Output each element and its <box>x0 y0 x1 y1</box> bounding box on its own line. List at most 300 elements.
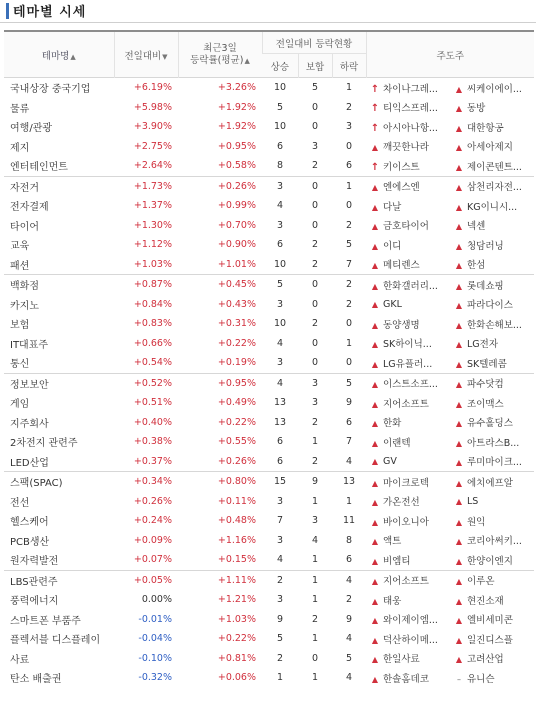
leader-stock-name[interactable]: 아트라스B... <box>467 437 520 449</box>
leader-stock-name[interactable]: 메티렌스 <box>383 260 420 272</box>
rise-count: 6 <box>276 455 284 467</box>
recent3-value: +3.26% <box>178 78 262 98</box>
leader-stock-name[interactable]: 대한항공 <box>467 122 504 134</box>
leader-stock-1[interactable] <box>366 353 450 373</box>
theme-name-link[interactable]: PCB생산 <box>10 536 50 548</box>
fall-count: 9 <box>345 613 353 625</box>
leader-stock-name[interactable]: 청담러닝 <box>467 240 504 252</box>
leader-stock-name[interactable]: 이디 <box>383 240 402 252</box>
col-rise: 상승 <box>262 54 298 78</box>
fall-count: 2 <box>345 219 353 231</box>
theme-name-link[interactable]: 전선 <box>10 497 30 509</box>
prev-change-value: -0.32% <box>138 672 172 684</box>
theme-name-link[interactable]: 2차전지 관련주 <box>10 438 78 450</box>
theme-name-link[interactable]: 엔터테인먼트 <box>10 162 68 174</box>
leader-stock-name[interactable]: LG전자 <box>467 339 499 351</box>
up-triangle-icon: ▲ <box>455 596 463 606</box>
up-triangle-icon: ▲ <box>371 380 379 390</box>
leader-stock-1[interactable] <box>366 98 450 118</box>
recent3-value: +1.16% <box>217 534 256 546</box>
leader-stock-name[interactable]: 코리아써키... <box>467 536 522 548</box>
leader-stock-name[interactable]: 루미마이크... <box>467 457 522 469</box>
rise-count: 10 <box>262 78 298 98</box>
leader-stock-name[interactable]: 액트 <box>383 536 402 548</box>
flat-count: 2 <box>311 416 319 428</box>
leader-stock-1[interactable] <box>366 472 450 492</box>
leader-stock-2[interactable] <box>450 98 534 118</box>
table-row[interactable] <box>4 629 534 649</box>
leader-stock-2[interactable] <box>450 629 534 649</box>
leader-stock-2[interactable] <box>450 668 534 688</box>
leader-stock-name[interactable]: 유니슨 <box>467 673 495 685</box>
up-triangle-icon: ▲ <box>371 419 379 429</box>
leader-stock-name[interactable]: 유수홀딩스 <box>467 418 513 430</box>
theme-name-link[interactable]: 물류 <box>10 103 30 115</box>
table-row[interactable] <box>4 314 534 334</box>
table-row[interactable] <box>4 353 534 373</box>
leader-stock-2[interactable] <box>450 472 534 492</box>
leader-stock-2[interactable] <box>450 373 534 393</box>
up-triangle-icon: ▲ <box>371 456 379 466</box>
flat-count: 1 <box>311 672 319 684</box>
up-triangle-icon: ▲ <box>371 222 379 232</box>
up-triangle-icon: ▲ <box>455 399 463 409</box>
fall-count: 5 <box>345 239 353 251</box>
rise-count: 9 <box>276 613 284 625</box>
up-triangle-icon: ▲ <box>455 340 463 350</box>
leader-stock-2[interactable] <box>450 216 534 236</box>
fall-count: 4 <box>345 672 353 684</box>
flat-count: 0 <box>311 121 319 133</box>
fall-count: 2 <box>345 594 353 606</box>
prev-change-value: +0.40% <box>133 416 172 428</box>
leader-stock-2[interactable] <box>450 590 534 610</box>
table-row[interactable] <box>4 590 534 610</box>
fall-count: 2 <box>332 275 366 295</box>
leader-stock-2[interactable] <box>450 610 534 630</box>
flat-count: 2 <box>311 455 319 467</box>
leader-stock-1[interactable] <box>366 492 450 512</box>
prev-change-value: +0.38% <box>133 436 172 448</box>
leader-stock-name[interactable]: 태웅 <box>383 595 402 607</box>
flat-count: 1 <box>311 594 319 606</box>
recent3-value: +0.81% <box>217 652 256 664</box>
prev-change-value: +2.64% <box>133 160 172 172</box>
theme-name-link[interactable]: 자전거 <box>4 176 114 196</box>
theme-name-link[interactable]: 사료 <box>10 654 30 666</box>
fall-count: 4 <box>332 570 366 590</box>
theme-name-link[interactable]: 헬스케어 <box>10 517 49 529</box>
table-row[interactable] <box>4 432 534 452</box>
up-triangle-icon: ▲ <box>371 537 379 547</box>
theme-name-link[interactable]: 국내상장 중국기업 <box>4 78 114 98</box>
rise-count: 4 <box>276 200 284 212</box>
recent3-value: +1.92% <box>217 101 256 113</box>
leader-stock-2[interactable] <box>450 78 534 98</box>
up-triangle-icon: ▲ <box>455 104 463 114</box>
up-triangle-icon: ▲ <box>455 380 463 390</box>
leader-stock-name[interactable]: 한양이엔지 <box>467 555 513 567</box>
leader-stock-1[interactable] <box>366 137 450 157</box>
leader-stock-name[interactable]: 아세아제지 <box>467 142 513 154</box>
leader-stock-1[interactable] <box>366 610 450 630</box>
up-triangle-icon: ▲ <box>371 183 379 193</box>
leader-stock-name[interactable]: 한화 <box>383 418 402 430</box>
up-triangle-icon: ▲ <box>455 577 463 587</box>
rise-count: 10 <box>273 121 287 133</box>
leader-stock-name[interactable]: 다날 <box>383 201 402 213</box>
table-row[interactable] <box>4 78 534 98</box>
leader-stock-1[interactable] <box>366 334 450 354</box>
up-triangle-icon: ▲ <box>455 241 463 251</box>
rise-count: 2 <box>276 652 284 664</box>
leader-stock-name[interactable]: 원익 <box>467 516 486 528</box>
table-row[interactable] <box>4 295 534 315</box>
table-row[interactable] <box>4 98 534 118</box>
table-row[interactable] <box>4 570 534 590</box>
flat-count: 1 <box>298 570 332 590</box>
leader-stock-1[interactable] <box>366 78 450 98</box>
table-row[interactable] <box>4 235 534 255</box>
theme-name-link[interactable]: 통신 <box>10 359 30 371</box>
recent3-value: +0.22% <box>217 416 256 428</box>
leader-stock-name[interactable]: KG이니시... <box>467 201 518 213</box>
fall-count: 11 <box>342 515 356 527</box>
theme-name-link[interactable]: 탄소 배출권 <box>10 674 62 686</box>
prev-change-value: +0.83% <box>133 318 172 330</box>
up-triangle-icon: ▲ <box>371 241 379 251</box>
theme-name-link[interactable]: LBS관련주 <box>4 570 114 590</box>
col-prev-change[interactable]: 전일대비▼ <box>114 31 178 78</box>
theme-name-link[interactable]: 지주회사 <box>10 418 49 430</box>
leader-stock-1[interactable] <box>366 432 450 452</box>
fall-count: 1 <box>332 78 366 98</box>
leader-stock-name[interactable]: 아시아나항... <box>383 122 438 134</box>
table-row[interactable] <box>4 373 534 393</box>
rise-count: 7 <box>276 515 284 527</box>
leader-stock-name[interactable]: 한섬 <box>467 260 486 272</box>
theme-name-link[interactable]: 전자결제 <box>10 202 49 214</box>
up-triangle-icon: ▲ <box>455 537 463 547</box>
theme-name-link[interactable]: 패션 <box>10 260 30 272</box>
up-triangle-icon: ▲ <box>455 261 463 271</box>
leader-stock-2[interactable] <box>450 196 534 216</box>
table-row[interactable] <box>4 649 534 669</box>
leader-stock-name[interactable]: 파수닷컴 <box>467 379 504 391</box>
rise-count: 3 <box>276 219 284 231</box>
leader-stock-name[interactable]: 이스트소프... <box>383 379 438 391</box>
theme-name-link[interactable]: 스팩(SPAC) <box>4 472 114 492</box>
flat-count: 2 <box>311 613 319 625</box>
table-row[interactable] <box>4 472 534 492</box>
leader-stock-name[interactable]: 삼천리자전... <box>467 182 522 194</box>
leader-stock-2[interactable] <box>450 156 534 176</box>
recent3-value: +0.95% <box>178 373 262 393</box>
leader-stock-1[interactable] <box>366 314 450 334</box>
leader-stock-2[interactable] <box>450 235 534 255</box>
rise-count: 3 <box>276 534 284 546</box>
leader-stock-1[interactable] <box>366 156 450 176</box>
up-triangle-icon: ▲ <box>371 596 379 606</box>
recent3-value: +0.19% <box>217 357 256 369</box>
flat-count: 2 <box>311 239 319 251</box>
table-row[interactable] <box>4 137 534 157</box>
leader-stock-1[interactable] <box>366 373 450 393</box>
leader-stock-name[interactable]: 조이맥스 <box>467 398 504 410</box>
leader-stock-name[interactable]: 한화갤러리... <box>383 280 438 292</box>
theme-name-link[interactable]: 정보보안 <box>4 373 114 393</box>
leader-stock-name[interactable]: 이루온 <box>467 576 495 588</box>
leader-stock-name[interactable]: GKL <box>383 298 402 310</box>
prev-change-value: +5.98% <box>133 101 172 113</box>
rise-count: 10 <box>273 258 287 270</box>
recent3-value: +1.11% <box>178 570 262 590</box>
prev-change-value: +0.52% <box>114 373 178 393</box>
leader-stock-name[interactable]: 이랜텍 <box>383 437 411 449</box>
leader-stock-2[interactable] <box>450 531 534 551</box>
table-row[interactable] <box>4 176 534 196</box>
leader-stock-name[interactable]: 엘비세미콘 <box>467 615 513 627</box>
flat-count: 0 <box>311 200 319 212</box>
leader-stock-2[interactable] <box>450 413 534 433</box>
table-row[interactable] <box>4 550 534 570</box>
flat-count: 9 <box>298 472 332 492</box>
theme-name-link[interactable]: 플렉서블 디스플레이 <box>10 635 101 647</box>
leader-stock-2[interactable] <box>450 275 534 295</box>
leader-stock-1[interactable] <box>366 413 450 433</box>
leader-stock-name[interactable]: 차이나그레... <box>383 83 438 95</box>
prev-change-value: +0.09% <box>133 534 172 546</box>
theme-name-link[interactable]: 백화점 <box>4 275 114 295</box>
flat-count: 5 <box>298 78 332 98</box>
table-row[interactable] <box>4 156 534 176</box>
rise-count: 1 <box>276 672 284 684</box>
leader-stock-1[interactable] <box>366 117 450 137</box>
leader-stock-name[interactable]: SK텔레콤 <box>467 358 507 370</box>
theme-name-link[interactable]: LED산업 <box>10 457 49 469</box>
fall-count: 2 <box>345 298 353 310</box>
leader-stock-1[interactable] <box>366 531 450 551</box>
theme-name-link[interactable]: 여행/관광 <box>10 123 53 135</box>
leader-stock-1[interactable] <box>366 590 450 610</box>
leader-stock-2[interactable] <box>450 393 534 413</box>
recent3-value: +0.43% <box>217 298 256 310</box>
fall-count: 4 <box>345 633 353 645</box>
leader-stock-name[interactable]: 동양생명 <box>383 319 420 331</box>
up-triangle-icon: ▲ <box>455 301 463 311</box>
up-triangle-icon: ▲ <box>371 577 379 587</box>
leader-stock-2[interactable] <box>450 511 534 531</box>
table-row[interactable] <box>4 668 534 688</box>
leader-stock-1[interactable] <box>366 649 450 669</box>
up-triangle-icon: ▲ <box>371 340 379 350</box>
leader-stock-2[interactable] <box>450 550 534 570</box>
leader-stock-name[interactable]: 깨끗한나라 <box>383 142 429 154</box>
leader-stock-name[interactable]: 마이크로텍 <box>383 477 429 489</box>
recent3-value: +0.95% <box>217 140 256 152</box>
leader-stock-1[interactable] <box>366 295 450 315</box>
leader-stock-name[interactable]: 금호타이어 <box>383 221 429 233</box>
up-arrow-icon: ↑ <box>370 103 380 115</box>
table-row[interactable] <box>4 531 534 551</box>
prev-change-value: -0.01% <box>138 613 172 625</box>
leader-stock-name[interactable]: 넥센 <box>467 221 486 233</box>
leader-stock-2[interactable] <box>450 649 534 669</box>
theme-name-link[interactable]: 교육 <box>10 241 30 253</box>
leader-stock-2[interactable] <box>450 570 534 590</box>
leader-stock-name[interactable]: 에치에프알 <box>467 477 513 489</box>
leader-stock-2[interactable] <box>450 492 534 512</box>
leader-stock-1[interactable] <box>366 629 450 649</box>
leader-stock-name[interactable]: 고려산업 <box>467 654 504 666</box>
leader-stock-1[interactable] <box>366 570 450 590</box>
leader-stock-name[interactable]: 롯데쇼핑 <box>467 280 504 292</box>
leader-stock-name[interactable]: LS <box>467 495 479 507</box>
rise-count: 5 <box>276 633 284 645</box>
leader-stock-name[interactable]: 한화손해보... <box>467 319 522 331</box>
leader-stock-name[interactable]: 제이콘텐트... <box>467 161 522 173</box>
leader-stock-name[interactable]: 일진디스플 <box>467 634 513 646</box>
rise-count: 3 <box>276 495 284 507</box>
title-accent-bar <box>6 3 9 19</box>
leader-stock-2[interactable] <box>450 295 534 315</box>
up-triangle-icon: ▲ <box>455 162 463 172</box>
fall-count: 8 <box>345 534 353 546</box>
fall-count: 1 <box>345 495 353 507</box>
table-row[interactable] <box>4 334 534 354</box>
leader-stock-1[interactable] <box>366 255 450 275</box>
col-trend-group: 전일대비 등락현황 <box>262 31 366 54</box>
table-row[interactable] <box>4 413 534 433</box>
leader-stock-name[interactable]: 덕산하이메... <box>383 634 438 646</box>
leader-stock-1[interactable] <box>366 550 450 570</box>
up-triangle-icon: ▲ <box>455 202 463 212</box>
col-recent3[interactable]: 최근3일 등락률(평균)▲ <box>178 31 262 78</box>
leader-stock-1[interactable] <box>366 393 450 413</box>
leader-stock-name[interactable]: 가온전선 <box>383 497 420 509</box>
leader-stock-2[interactable] <box>450 353 534 373</box>
leader-stock-1[interactable] <box>366 452 450 472</box>
up-arrow-icon: ↑ <box>370 122 380 134</box>
col-theme-name[interactable]: 테마명▲ <box>4 31 114 78</box>
leader-stock-1[interactable] <box>366 235 450 255</box>
up-triangle-icon: ▲ <box>371 320 379 330</box>
leader-stock-name[interactable]: 동방 <box>467 103 486 115</box>
leader-stock-2[interactable] <box>450 117 534 137</box>
up-triangle-icon: ▲ <box>371 143 379 153</box>
leader-stock-name[interactable]: 와이제이엠... <box>383 615 438 627</box>
theme-name-link[interactable]: IT대표주 <box>10 339 49 351</box>
col-leaders: 주도주 <box>366 31 534 78</box>
leader-stock-1[interactable] <box>366 176 450 196</box>
theme-name-link[interactable]: 타이어 <box>10 221 39 233</box>
table-row[interactable] <box>4 216 534 236</box>
recent3-value: +0.80% <box>178 472 262 492</box>
recent3-value: +0.15% <box>217 554 256 566</box>
recent3-value: +0.58% <box>217 160 256 172</box>
leader-stock-name[interactable]: 지어소프트 <box>383 576 429 588</box>
table-row[interactable] <box>4 492 534 512</box>
table-row[interactable] <box>4 610 534 630</box>
leader-stock-name[interactable]: LG유플러... <box>383 358 433 370</box>
theme-name-link[interactable]: 원자력발전 <box>10 556 59 568</box>
leader-stock-name[interactable]: GV <box>383 455 397 467</box>
theme-name-link[interactable]: 제지 <box>10 142 30 154</box>
up-triangle-icon: ▲ <box>455 419 463 429</box>
prev-change-value: 0.00% <box>141 594 172 606</box>
leader-stock-2[interactable] <box>450 255 534 275</box>
up-triangle-icon: ▲ <box>455 635 463 645</box>
leader-stock-name[interactable]: 씨케이에이... <box>467 83 522 95</box>
leader-stock-name[interactable]: 키이스트 <box>383 161 420 173</box>
theme-name-link[interactable]: 보험 <box>10 320 30 332</box>
fall-count: 0 <box>345 318 353 330</box>
leader-stock-1[interactable] <box>366 668 450 688</box>
leader-stock-name[interactable]: 비엠티 <box>383 555 411 567</box>
up-triangle-icon: ▲ <box>371 359 379 369</box>
leader-stock-1[interactable] <box>366 275 450 295</box>
leader-stock-2[interactable] <box>450 314 534 334</box>
leader-stock-2[interactable] <box>450 432 534 452</box>
leader-stock-name[interactable]: 티익스프레... <box>383 103 438 115</box>
table-row[interactable] <box>4 393 534 413</box>
leader-stock-name[interactable]: 한일사료 <box>383 654 420 666</box>
leader-stock-2[interactable] <box>450 334 534 354</box>
table-row[interactable] <box>4 196 534 216</box>
table-row[interactable] <box>4 255 534 275</box>
flat-count: 2 <box>311 258 319 270</box>
leader-stock-2[interactable] <box>450 452 534 472</box>
leader-stock-1[interactable] <box>366 511 450 531</box>
theme-name-link[interactable]: 게임 <box>10 399 30 411</box>
recent3-value: +0.48% <box>217 515 256 527</box>
leader-stock-name[interactable]: 엔에스엔 <box>383 182 420 194</box>
fall-count: 6 <box>345 160 353 172</box>
up-triangle-icon: ▲ <box>455 496 463 506</box>
table-row[interactable] <box>4 452 534 472</box>
rise-count: 6 <box>276 239 284 251</box>
theme-name-link[interactable]: 카지노 <box>10 300 39 312</box>
theme-name-link[interactable]: 스마트폰 부품주 <box>10 615 81 627</box>
flat-dash-icon: – <box>457 674 461 684</box>
table-row[interactable] <box>4 511 534 531</box>
leader-stock-name[interactable]: 파라다이스 <box>467 300 513 312</box>
recent3-value: +0.70% <box>217 219 256 231</box>
flat-count: 3 <box>311 515 319 527</box>
recent3-value: +0.26% <box>178 176 262 196</box>
prev-change-value: +2.75% <box>133 140 172 152</box>
col-fall: 하락 <box>332 54 366 78</box>
theme-name-link[interactable]: 풍력에너지 <box>10 596 59 608</box>
leader-stock-1[interactable] <box>366 196 450 216</box>
up-triangle-icon: ▲ <box>455 84 463 94</box>
leader-stock-name[interactable]: 현진소재 <box>467 595 504 607</box>
leader-stock-name[interactable]: 한솔홈데코 <box>383 673 429 685</box>
fall-count: 13 <box>332 472 366 492</box>
prev-change-value: +1.12% <box>133 239 172 251</box>
recent3-value: +0.99% <box>217 200 256 212</box>
leader-stock-2[interactable] <box>450 176 534 196</box>
leader-stock-name[interactable]: 바이오니아 <box>383 516 429 528</box>
flat-count: 0 <box>311 337 319 349</box>
leader-stock-name[interactable]: SK하이닉... <box>383 339 432 351</box>
leader-stock-2[interactable] <box>450 137 534 157</box>
table-row[interactable] <box>4 117 534 137</box>
fall-count: 1 <box>345 337 353 349</box>
leader-stock-1[interactable] <box>366 216 450 236</box>
leader-stock-name[interactable]: 지어소프트 <box>383 398 429 410</box>
table-row[interactable] <box>4 275 534 295</box>
